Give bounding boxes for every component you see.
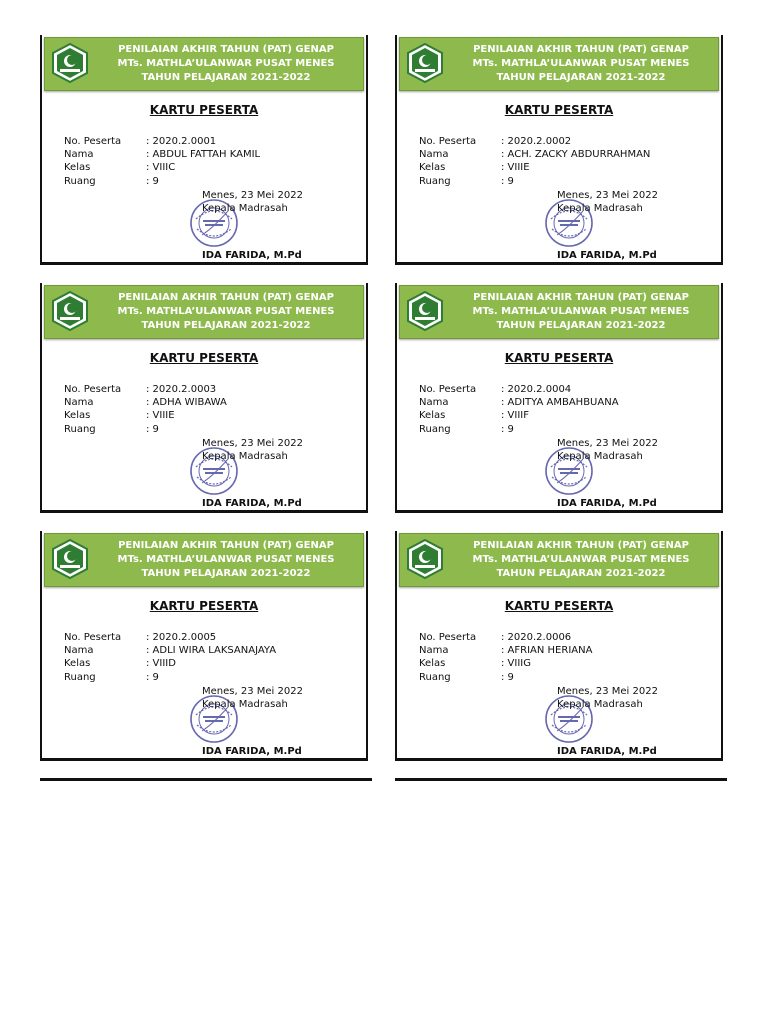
place-date: Menes, 23 Mei 2022: [202, 438, 303, 449]
signer-role: Kepala Madrasah: [557, 451, 643, 462]
signer-role: Kepala Madrasah: [202, 699, 288, 710]
card-title: KARTU PESERTA: [504, 599, 614, 613]
label-ruang: Ruang: [419, 176, 451, 187]
label-kelas: Kelas: [419, 410, 446, 421]
card-title: KARTU PESERTA: [149, 103, 259, 117]
place-date: Menes, 23 Mei 2022: [557, 686, 658, 697]
label-nama: Nama: [64, 149, 94, 160]
participant-card-4: [395, 283, 723, 513]
header-line-3: TAHUN PELAJARAN 2021-2022: [141, 320, 311, 331]
label-kelas: Kelas: [419, 162, 446, 173]
card-edge-line-1: [40, 778, 372, 781]
header-line-2: MTs. MATHLA’ULANWAR PUSAT MENES: [472, 58, 690, 69]
card-header: [399, 285, 719, 339]
header-line-2: MTs. MATHLA’ULANWAR PUSAT MENES: [472, 306, 690, 317]
value-kelas: : VIIIE: [501, 162, 530, 173]
header-line-3: TAHUN PELAJARAN 2021-2022: [496, 320, 666, 331]
label-kelas: Kelas: [64, 162, 91, 173]
header-line-2: MTs. MATHLA’ULANWAR PUSAT MENES: [117, 306, 335, 317]
place-date: Menes, 23 Mei 2022: [557, 190, 658, 201]
signer-role: Kepala Madrasah: [202, 203, 288, 214]
value-nama: : ADITYA AMBAHBUANA: [501, 397, 619, 408]
header-line-1: PENILAIAN AKHIR TAHUN (PAT) GENAP: [473, 44, 689, 55]
school-logo-icon: [49, 42, 91, 84]
signer-name: IDA FARIDA, M.Pd: [202, 250, 302, 261]
label-ruang: Ruang: [64, 672, 96, 683]
label-nama: Nama: [64, 397, 94, 408]
value-no-peserta: : 2020.2.0002: [501, 136, 572, 147]
card-title: KARTU PESERTA: [149, 599, 259, 613]
value-kelas: : VIIIG: [501, 658, 531, 669]
school-logo-icon: [49, 538, 91, 580]
signer-name: IDA FARIDA, M.Pd: [202, 498, 302, 509]
value-ruang: : 9: [501, 672, 514, 683]
label-ruang: Ruang: [64, 176, 96, 187]
label-no-peserta: No. Peserta: [419, 384, 477, 395]
value-no-peserta: : 2020.2.0006: [501, 632, 572, 643]
place-date: Menes, 23 Mei 2022: [202, 686, 303, 697]
header-line-1: PENILAIAN AKHIR TAHUN (PAT) GENAP: [118, 292, 334, 303]
school-logo-icon: [49, 290, 91, 332]
label-no-peserta: No. Peserta: [64, 632, 122, 643]
header-line-3: TAHUN PELAJARAN 2021-2022: [496, 568, 666, 579]
card-header: [399, 533, 719, 587]
place-date: Menes, 23 Mei 2022: [202, 190, 303, 201]
header-line-3: TAHUN PELAJARAN 2021-2022: [141, 568, 311, 579]
label-kelas: Kelas: [64, 658, 91, 669]
card-header: [44, 533, 364, 587]
value-no-peserta: : 2020.2.0003: [146, 384, 217, 395]
label-ruang: Ruang: [419, 672, 451, 683]
card-edge-line-2: [395, 778, 727, 781]
signer-name: IDA FARIDA, M.Pd: [557, 250, 657, 261]
school-logo-icon: [404, 42, 446, 84]
label-nama: Nama: [419, 149, 449, 160]
label-ruang: Ruang: [419, 424, 451, 435]
value-no-peserta: : 2020.2.0004: [501, 384, 572, 395]
value-ruang: : 9: [146, 176, 159, 187]
school-logo-icon: [404, 290, 446, 332]
value-ruang: : 9: [501, 424, 514, 435]
signer-name: IDA FARIDA, M.Pd: [557, 498, 657, 509]
value-ruang: : 9: [501, 176, 514, 187]
card-header: [44, 37, 364, 91]
label-nama: Nama: [419, 645, 449, 656]
header-line-1: PENILAIAN AKHIR TAHUN (PAT) GENAP: [473, 540, 689, 551]
value-kelas: : VIIID: [146, 658, 176, 669]
value-no-peserta: : 2020.2.0001: [146, 136, 217, 147]
card-header: [399, 37, 719, 91]
label-kelas: Kelas: [419, 658, 446, 669]
place-date: Menes, 23 Mei 2022: [557, 438, 658, 449]
participant-card-6: [395, 531, 723, 761]
signer-role: Kepala Madrasah: [557, 699, 643, 710]
value-nama: : ACH. ZACKY ABDURRAHMAN: [501, 149, 651, 160]
label-nama: Nama: [64, 645, 94, 656]
signer-role: Kepala Madrasah: [557, 203, 643, 214]
header-line-1: PENILAIAN AKHIR TAHUN (PAT) GENAP: [118, 44, 334, 55]
participant-card-5: [40, 531, 368, 761]
label-no-peserta: No. Peserta: [419, 136, 477, 147]
value-ruang: : 9: [146, 424, 159, 435]
label-nama: Nama: [419, 397, 449, 408]
signer-name: IDA FARIDA, M.Pd: [202, 746, 302, 757]
header-line-2: MTs. MATHLA’ULANWAR PUSAT MENES: [117, 58, 335, 69]
school-logo-icon: [404, 538, 446, 580]
value-nama: : ADLI WIRA LAKSANAJAYA: [146, 645, 277, 656]
card-header: [44, 285, 364, 339]
card-title: KARTU PESERTA: [149, 351, 259, 365]
value-nama: : ADHA WIBAWA: [146, 397, 227, 408]
label-no-peserta: No. Peserta: [64, 384, 122, 395]
header-line-1: PENILAIAN AKHIR TAHUN (PAT) GENAP: [473, 292, 689, 303]
value-nama: : AFRIAN HERIANA: [501, 645, 593, 656]
value-no-peserta: : 2020.2.0005: [146, 632, 217, 643]
label-no-peserta: No. Peserta: [419, 632, 477, 643]
header-line-3: TAHUN PELAJARAN 2021-2022: [496, 72, 666, 83]
value-nama: : ABDUL FATTAH KAMIL: [146, 149, 261, 160]
header-line-1: PENILAIAN AKHIR TAHUN (PAT) GENAP: [118, 540, 334, 551]
value-kelas: : VIIIE: [146, 410, 175, 421]
header-line-3: TAHUN PELAJARAN 2021-2022: [141, 72, 311, 83]
card-title: KARTU PESERTA: [504, 103, 614, 117]
value-kelas: : VIIIC: [146, 162, 176, 173]
signer-name: IDA FARIDA, M.Pd: [557, 746, 657, 757]
participant-card-3: [40, 283, 368, 513]
label-kelas: Kelas: [64, 410, 91, 421]
label-no-peserta: No. Peserta: [64, 136, 122, 147]
header-line-2: MTs. MATHLA’ULANWAR PUSAT MENES: [117, 554, 335, 565]
signer-role: Kepala Madrasah: [202, 451, 288, 462]
participant-card-1: [40, 35, 368, 265]
value-kelas: : VIIIF: [501, 410, 529, 421]
header-line-2: MTs. MATHLA’ULANWAR PUSAT MENES: [472, 554, 690, 565]
value-ruang: : 9: [146, 672, 159, 683]
label-ruang: Ruang: [64, 424, 96, 435]
participant-card-2: [395, 35, 723, 265]
card-title: KARTU PESERTA: [504, 351, 614, 365]
